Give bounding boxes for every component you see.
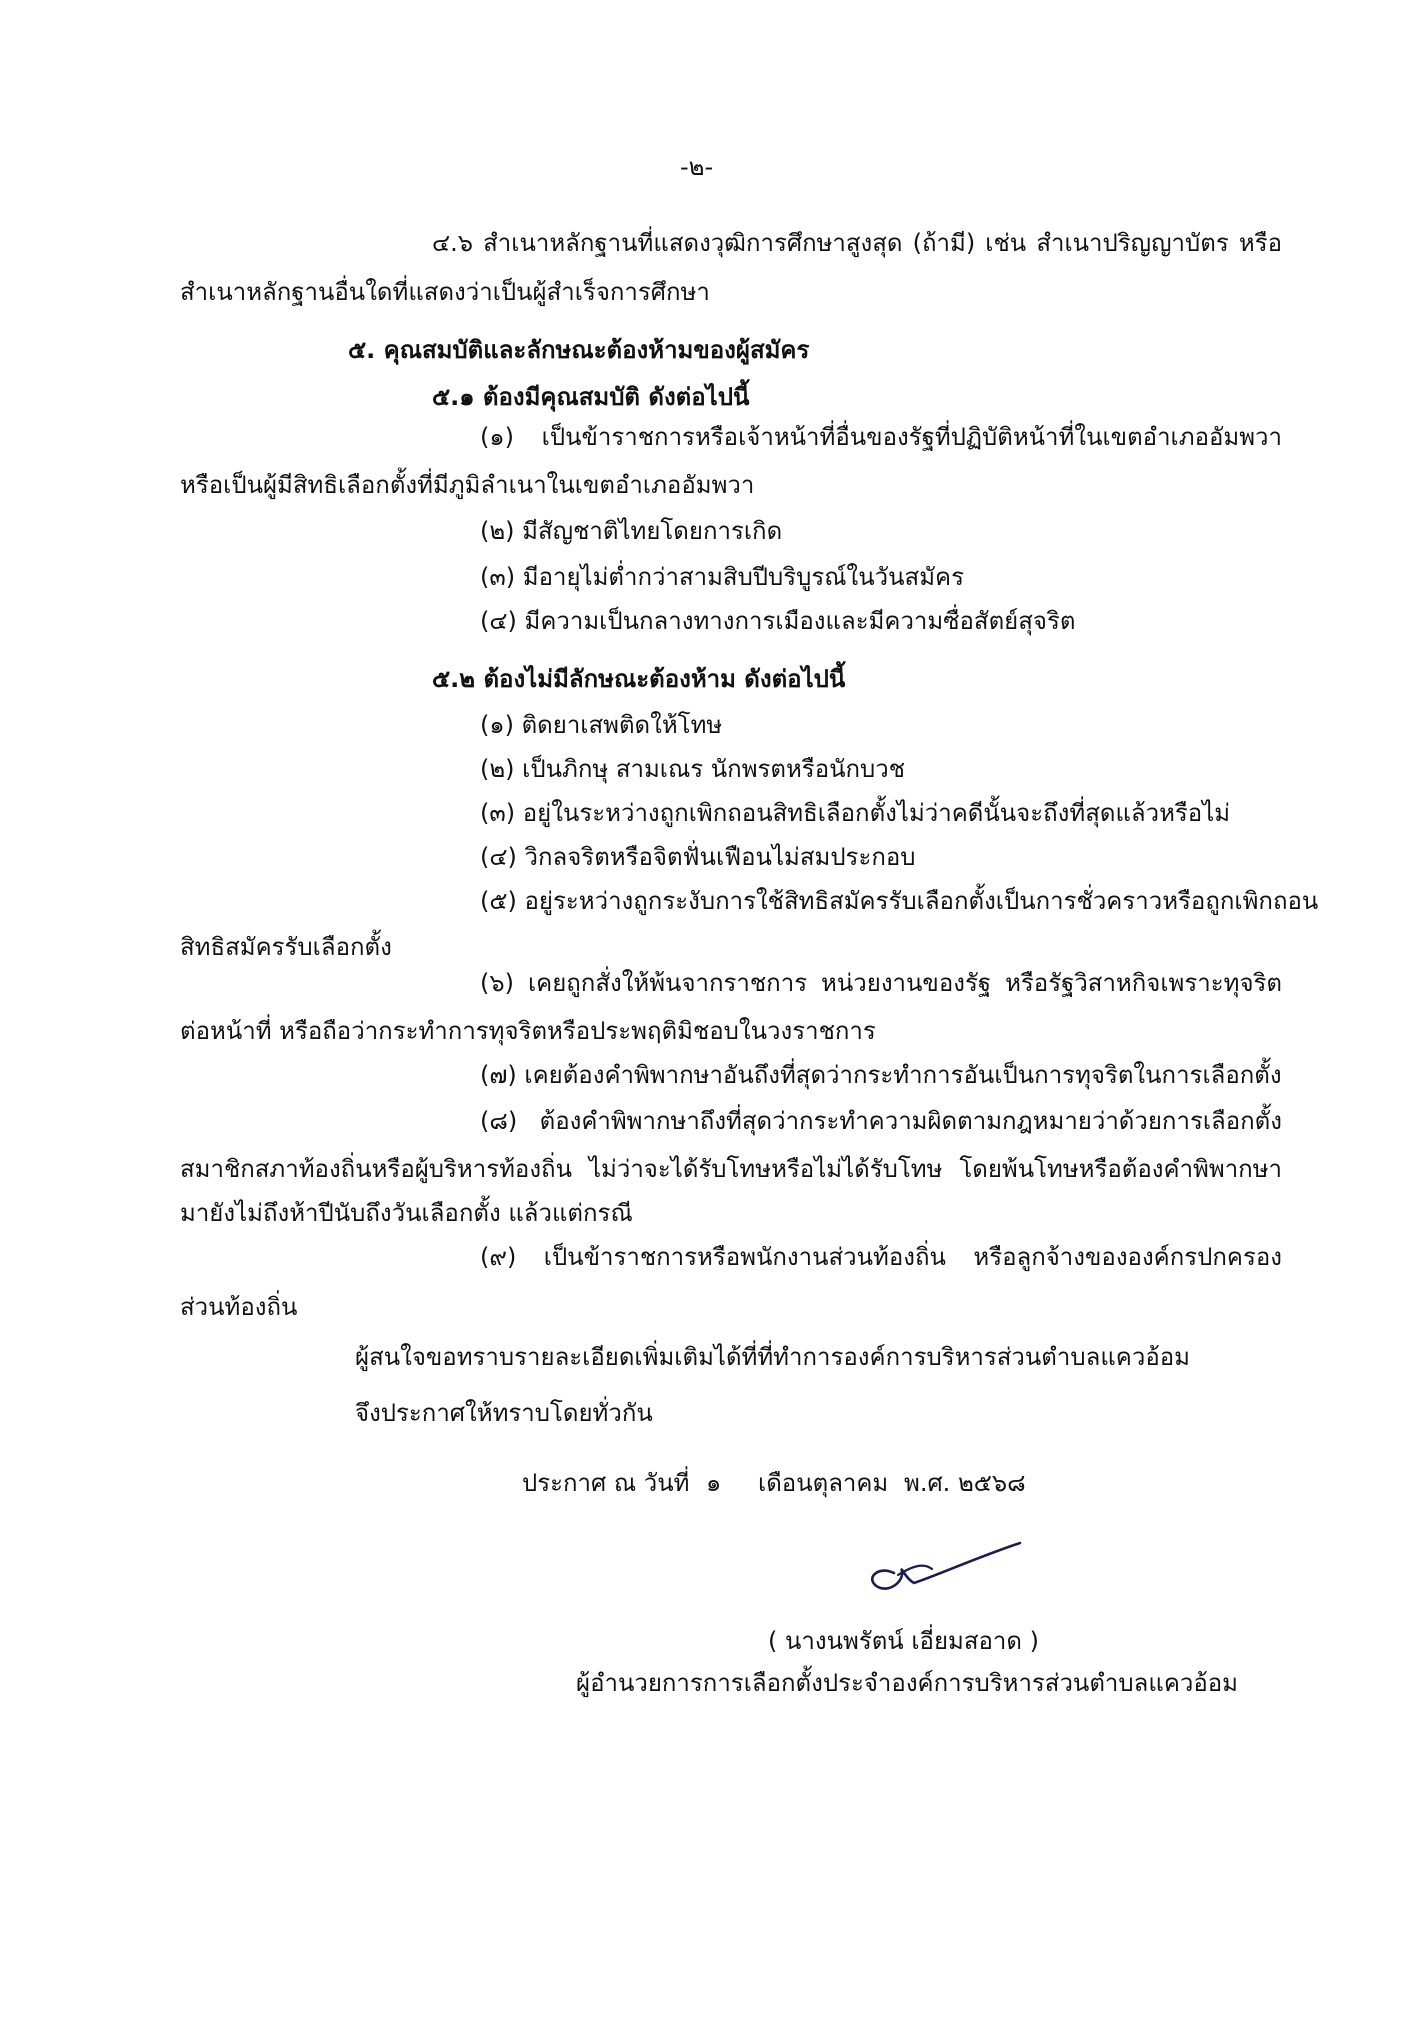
date-month: เดือนตุลาคม [758,1469,889,1497]
sub-5-2-item-7: (๗) เคยต้องคำพิพากษาอันถึงที่สุดว่ากระทำการอันเป็นการทุจริตในการเลือกตั้ง [480,1061,1282,1089]
announce-line: จึงประกาศให้ทราบโดยทั่วกัน [355,1399,653,1427]
section-5-heading: ๕. คุณสมบัติและลักษณะต้องห้ามของผู้สมัคร [348,336,810,364]
date-prefix: ประกาศ ณ วันที่ [522,1469,690,1497]
sub-5-1-heading: ๕.๑ ต้องมีคุณสมบัติ ดังต่อไปนี้ [432,383,750,411]
sub-5-2-item-8-line-1: (๘) ต้องคำพิพากษาถึงที่สุดว่ากระทำความผิดตามกฎหมายว่าด้วยการเลือกตั้ง [480,1107,1282,1135]
sub-5-2-item-1: (๑) ติดยาเสพติดให้โทษ [480,711,723,739]
sub-5-2-item-9-line-1: (๙) เป็นข้าราชการหรือพนักงานส่วนท้องถิ่น หรือลูกจ้างขององค์กรปกครอง [480,1243,1282,1271]
sub-5-2-item-2: (๒) เป็นภิกษุ สามเณร นักพรตหรือนักบวช [480,755,906,783]
sub-5-2-item-5-line-2: สิทธิสมัครรับเลือกตั้ง [180,933,392,961]
sub-5-2-item-5-line-1: (๕) อยู่ระหว่างถูกระงับการใช้สิทธิสมัครรับเลือกตั้งเป็นการชั่วคราวหรือถูกเพิกถอน [480,887,1319,915]
info-line: ผู้สนใจขอทราบรายละเอียดเพิ่มเติมได้ที่ที่ทำการองค์การบริหารส่วนตำบลแควอ้อม [355,1343,1190,1371]
signatory-position: ผู้อำนวยการการเลือกตั้งประจำองค์การบริหารส่วนตำบลแควอ้อม [576,1669,1238,1697]
handwritten-signature [858,1535,1028,1605]
sub-5-1-item-3: (๓) มีอายุไม่ต่ำกว่าสามสิบปีบริบูรณ์ในวันสมัคร [480,563,964,591]
sub-5-2-heading: ๕.๒ ต้องไม่มีลักษณะต้องห้าม ดังต่อไปนี้ [432,665,846,693]
sub-5-1-item-4: (๔) มีความเป็นกลางทางการเมืองและมีความซื่อสัตย์สุจริต [480,607,1076,635]
item-4-6-line-1: ๔.๖ สำเนาหลักฐานที่แสดงวุฒิการศึกษาสูงสุด (ถ้ามี) เช่น สำเนาปริญญาบัตร หรือ [432,229,1282,257]
sub-5-2-item-4: (๔) วิกลจริตหรือจิตฟั่นเฟือนไม่สมประกอบ [480,843,916,871]
date-day: ๑ [706,1469,722,1497]
sub-5-1-item-1-line-2: หรือเป็นผู้มีสิทธิเลือกตั้งที่มีภูมิลำเนาในเขตอำเภออัมพวา [180,471,755,499]
item-4-6-line-2: สำเนาหลักฐานอื่นใดที่แสดงว่าเป็นผู้สำเร็จการศึกษา [180,278,710,306]
sub-5-2-item-9-line-2: ส่วนท้องถิ่น [180,1293,298,1321]
sub-5-1-item-2: (๒) มีสัญชาติไทยโดยการเกิด [480,517,783,545]
sub-5-1-item-1-line-1: (๑) เป็นข้าราชการหรือเจ้าหน้าที่อื่นของรัฐที่ปฏิบัติหน้าที่ในเขตอำเภออัมพวา [480,423,1282,451]
sub-5-2-item-6-line-1: (๖) เคยถูกสั่งให้พ้นจากราชการ หน่วยงานของรัฐ หรือรัฐวิสาหกิจเพราะทุจริต [480,969,1282,997]
sub-5-2-item-8-line-2: สมาชิกสภาท้องถิ่นหรือผู้บริหารท้องถิ่น ไม่ว่าจะได้รับโทษหรือไม่ได้รับโทษ โดยพ้นโทษหรือต้องคำพิพากษา [180,1155,1282,1183]
date-year: พ.ศ. ๒๕๖๘ [904,1469,1026,1497]
sub-5-2-item-3: (๓) อยู่ในระหว่างถูกเพิกถอนสิทธิเลือกตั้งไม่ว่าคดีนั้นจะถึงที่สุดแล้วหรือไม่ [480,799,1231,827]
sub-5-2-item-6-line-2: ต่อหน้าที่ หรือถือว่ากระทำการทุจริตหรือประพฤติมิชอบในวงราชการ [180,1017,876,1045]
signatory-name: ( นางนพรัตน์ เอี่ยมสอาด ) [768,1627,1039,1655]
page-number: -๒- [680,153,714,181]
sub-5-2-item-8-line-3: มายังไม่ถึงห้าปีนับถึงวันเลือกตั้ง แล้วแต่กรณี [180,1199,633,1227]
